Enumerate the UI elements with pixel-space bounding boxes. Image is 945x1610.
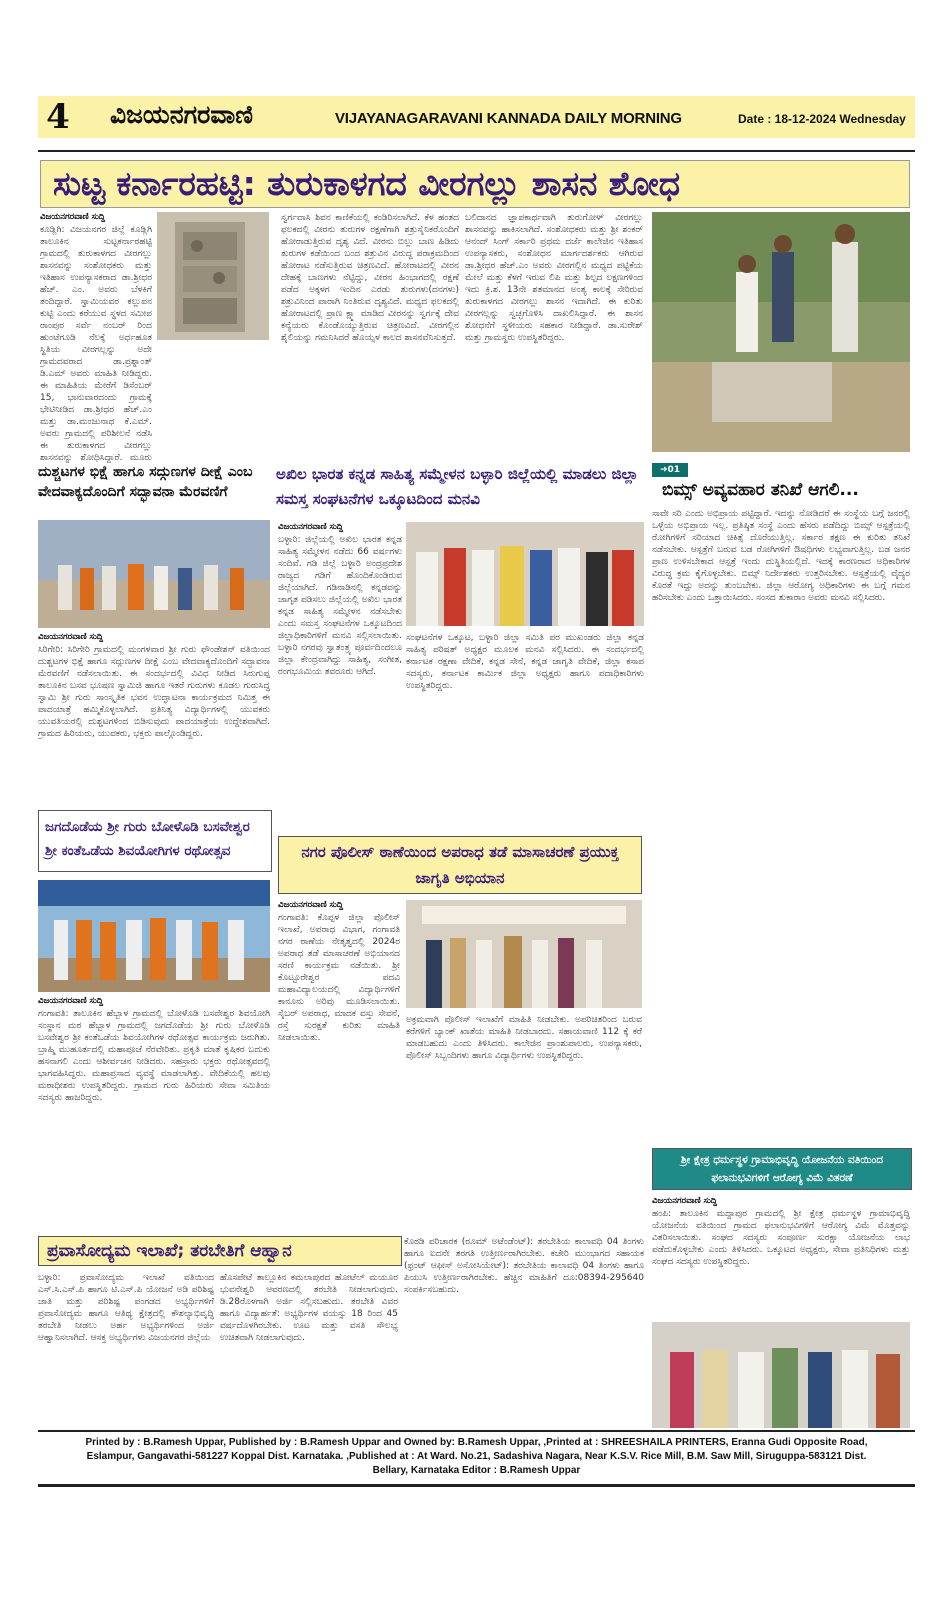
imprint-line1: Printed by : B.Ramesh Uppar, Published by : B.Ramesh Uppar and Owned by: B.Ramesh Uppar, ,Printed at : SHREESHAILA PRINTERS, Eranna Gudi Opposite Road, xyxy=(85,1437,868,1448)
insurance-distribution-photo xyxy=(652,1322,910,1428)
article2-byline: ವಿಜಯನಗರವಾಣಿ ಸುದ್ದಿ xyxy=(38,632,104,642)
article6-headline-box xyxy=(278,836,642,894)
article3-col2: ಸಂಘಟನೆಗಳ ಒಕ್ಕೂಟ, ಬಳ್ಳಾರಿ ಜಿಲ್ಲಾ ಸಮಿತಿ ಪರ ಮುಖಂಡರು ಜಿಲ್ಲಾ ಕನ್ನಡ ಸಾಹಿತ್ಯ ಪರಿಷತ್ ಅಧ್ಯಕ್ಷರ ಮೂಲಕ ಮನವಿ ಸಲ್ಲಿಸಿದರು. ಈ ಸಂದರ್ಭದಲ್ಲಿ ಕರ್ನಾಟಕ ರಕ್ಷಣಾ ವೇದಿಕೆ, ಕನ್ನಡ ಸೇನೆ, ಕನ್ನಡ ಜಾಗೃತಿ ವೇದಿಕೆ, ಜಿಲ್ಲಾ ಕಸಾಪ ಸದಸ್ಯರು, ಕರ್ನಾಟಕ ಕಾರ್ಮಿಕ ಜಿಲ್ಲಾ ಅಧ್ಯಕ್ಷರು ಹಾಗೂ ಪದಾಧಿಕಾರಿಗಳು ಉಪಸ್ಥಿತರಿದ್ದರು. xyxy=(406,633,644,691)
page-number: 4 xyxy=(46,97,70,137)
inscription-stone-photo xyxy=(157,212,269,340)
article8-col1: ಬಳ್ಳಾರಿ: ಪ್ರವಾಸೋದ್ಯಮ ಇಲಾಖೆ ವತಿಯಿಂದ ಎಸ್.ಸಿ.ಎಸ್.ಪಿ ಹಾಗೂ ಟಿ.ಎಸ್.ಪಿ ಯೋಜನೆ ಅಡಿ ಪರಿಶಿಷ್ಟ ಜಾತಿ ಮತ್ತು ಪರಿಶಿಷ್ಟ ಪಂಗಡದ ಅಭ್ಯರ್ಥಿಗಳಿಗೆ ಪ್ರವಾಸೋದ್ಯಮ ಹಾಗೂ ಆತಿಥ್ಯ ಕ್ಷೇತ್ರದಲ್ಲಿ ಕೌಶಲ್ಯಾಭಿವೃದ್ಧಿ ತರಬೇತಿ ನೀಡಲು ಅರ್ಹ ಅಭ್ಯರ್ಥಿಗಳಿಂದ ಅರ್ಜಿ ಆಹ್ವಾನಿಸಲಾಗಿದೆ. ಆಸಕ್ತ ಅಭ್ಯರ್ಥಿಗಳು ವಿಜಯನಗರ ಜಿಲ್ಲೆಯ xyxy=(38,1273,214,1343)
article8-col3: ಕೊಠಡಿ ಪರಿಚಾರಕ (ರೂಮ್ ಅಟೆಂಡೆಂಟ್): ತರಬೇತಿಯ ಕಾಲಾವಧಿ 04 ತಿಂಗಳು ಹಾಗೂ ಐದನೇ ತರಗತಿ ಉತ್ತೀರ್ಣರಾಗಿರಬೇಕು. ಕಚೇರಿ ಮುಂಭಾಗದ ಸಹಾಯಕ (ಫ್ರಂಟ್ ಆಫೀಸ್ ಅಸೋಸಿಯೇಟ್): ತರಬೇತಿಯ ಕಾಲಾವಧಿ 04 ತಿಂಗಳು ಹಾಗೂ ಪಿಯುಸಿ ಉತ್ತೀರ್ಣರಾಗಿರಬೇಕು. ಹೆಚ್ಚಿನ ಮಾಹಿತಿಗೆ ದೂ:08394-295640 ಸಂಪರ್ಕಿಸಬಹುದು. xyxy=(404,1237,644,1295)
article2-body: ಸಿರಿಗೇರಿ: ಸಿರಿಗೇರಿ ಗ್ರಾಮದಲ್ಲಿ ಮಂಗಳವಾರ ಶ್ರೀ ಗುರು ಫೌಂಡೇಶನ್ ವತಿಯಿಂದ ದುಶ್ಚಟಗಳ ಭಿಕ್ಷೆ ಹಾಗೂ ಸದ್ಗುಣಗಳ ದೀಕ್ಷೆ ಎಂಬ ವೇದವಾಕ್ಯದೊಂದಿಗೆ ಸದ್ಭಾವನಾ ಮೆರವಣಿಗೆ ನಡೆಸಲಾಯಿತು. ಈ ಸಂದರ್ಭದಲ್ಲಿ ವಿವಿಧ ನೀಡಿದ ಸಿರುಗುಪ್ಪ ತಾಲೂಕಿನ ಬಸವ ಭೂಷಣ ಸ್ವಾಮಿಜಿ ಹಾಗೂ ಇತರೆ ಗುರುಗಳು ಕೂಡಲ ಗುರುಸಿದ್ಧ ಸ್ವಾಮಿ ಶ್ರೀ ಗುರು ಸಾಂಸ್ಕೃತಿಕ ಭವನ ಉದ್ಘಾಟನಾ ಕಾರ್ಯಕ್ರಮದ ನಿಮಿತ್ತ ಈ ಪಾದಯಾತ್ರೆ ಹಮ್ಮಿಕೊಳ್ಳಲಾಗಿದೆ. ಪ್ರತಿನಿತ್ಯ ವಿದ್ಯಾರ್ಥಿಗಳಲ್ಲಿ ಯುವಕರು ಯುವತಿಯರಲ್ಲಿ ದುಶ್ಚಟಗಳಿಂದ ಬಿಡಿಸುವುದು ಪಾದಯಾತ್ರೆಯ ಉದ್ದೇಶವಾಗಿದೆ. ಗ್ರಾಮದ ಹಿರಿಯರು, ಯುವಕರು, ಭಕ್ತರು ಪಾಲ್ಗೊಂಡಿದ್ದರು. xyxy=(38,645,270,739)
article5-headline: ಜಗದೊಡೆಯ ಶ್ರೀ ಗುರು ಬೋಳೊಡಿ ಬಸವೇಶ್ವರ ಶ್ರೀ ಕಂತೆಒಡೆಯ ಶಿವಯೋಗಿಗಳ ರಥೋತ್ಸವ xyxy=(45,819,250,859)
imprint-line3: Bellary, Karnataka Editor : B.Ramesh Uppar xyxy=(372,1465,581,1476)
article3-headline: ಅಖಿಲ ಭಾರತ ಕನ್ನಡ ಸಾಹಿತ್ಯ ಸಮ್ಮೇಳನ ಬಳ್ಳಾರಿ ಜಿಲ್ಲೆಯಲ್ಲಿ ಮಾಡಲು ಜಿಲ್ಲಾ ಸಮಸ್ತ ಸಂಘಟನೆಗಳ ಒಕ್ಕೂಟದಿಂದ ಮನವಿ xyxy=(276,465,639,508)
article7-byline: ವಿಜಯನಗರವಾಣಿ ಸುದ್ದಿ xyxy=(652,1196,718,1206)
article2-headline: ದುಶ್ಚಟಗಳ ಭಿಕ್ಷೆ ಹಾಗೂ ಸದ್ಗುಣಗಳ ದೀಕ್ಷೆ ಎಂಬ ವೇದವಾಕ್ಯದೊಂದಿಗೆ ಸದ್ಭಾವನಾ ಮೆರವಣಿಗೆ xyxy=(38,464,253,500)
header-rule xyxy=(38,150,915,152)
article5-headline-box xyxy=(38,810,272,872)
article1-col1: ಕೂಡ್ಲಿಗಿ: ವಿಜಯನಗರ ಜಿಲ್ಲೆ ಕೂಡ್ಲಿಗಿ ತಾಲೂಕಿನ ಸುಟ್ಟಕರ್ನಾರಹಟ್ಟಿ ಗ್ರಾಮದಲ್ಲಿ ತುರುಕಾಳಗದ ವೀರಗಲ್ಲು ಶಾಸನವನ್ನು ಸಂಶೋಧಕರು ಮತ್ತು ಇತಿಹಾಸ ಉಪನ್ಯಾಸಕರಾದ ಡಾ.ಶ್ರೀಧರ ಹೆಚ್. ಎಂ. ಅವರು ಬೆಳಕಿಗೆ ತಂದಿದ್ದಾರೆ. ಸ್ವಾಮಿಯವರ ಕಲ್ಲುಪನ ಕುಟ್ಟಿ ಎಂದು ಕರೆಯುವ ಸ್ಥಳದ ಸಮೀಪ ರಾಂಪುರ ಸರ್ವೆ ನಂಬರ್ ರಿಂದ ಹುಂಟೆಗೂಡಿ ನೆಲಕ್ಕೆ ಅರ್ಧಹೂತ ಸ್ಥಿತಿಯ ವೀರಗಲ್ಲನ್ನು ಅದೇ ಗ್ರಾಮದವರಾದ ಡಾ.ಪ್ರಶ್ನಾಂತ್ ಡಿ.ಎಮ್ ಅವರು ಮಾಹಿತಿ ನೀಡಿದ್ದರು. ಈ ಮಾಹಿತಿಯ ಮೇರೆಗೆ ಡಿಸೆಂಬರ್ 15, ಭಾನುವಾರದಂದು ಗ್ರಾಮಕ್ಕೆ ಭೇಟಿನೀಡಿದ ಡಾ.ಶ್ರೀಧರ ಹೆಚ್.ಎಂ ಮತ್ತು ಡಾ.ಮಂಜುನಾಥ ಕೆ.ಎಮ್. ಅವರು ಗ್ರಾಮದಲ್ಲಿ ಪರಿಶೀಲನೆ ನಡೆಸಿ ಈ ತುರುಕಾಳಗದ ವೀರಗಲ್ಲು ಶಾಸನವನ್ನು ಶೋಧಿಸಿದ್ದಾರೆ. ಮೂರು xyxy=(40,225,152,463)
imprint-line2: Eslampur, Gangavathi-581227 Koppal Dist. Karnataka. ,Published at : At Ward. No.21, Sadashiva Nagara, Near K.S.V. Rice Mill, B.M. Saw Mill, Siruguppa-583121 Dist. xyxy=(86,1451,867,1462)
article6-byline: ವಿಜಯನಗರವಾಣಿ ಸುದ್ದಿ xyxy=(278,900,344,910)
article3-col1: ಬಳ್ಳಾರಿ: ಜಿಲ್ಲೆಯಲ್ಲಿ ಅಖಿಲ ಭಾರತ ಕನ್ನಡ ಸಾಹಿತ್ಯ ಸಮ್ಮೇಳನ ನಡೆದು 66 ವರ್ಷಗಳು ಸಂದಿವೆ. ಗಡಿ ಜಿಲ್ಲೆ ಬಳ್ಳಾರಿ ಅಂದ್ರಪ್ರದೇಶ ರಾಜ್ಯದ ಗಡಿಗೆ ಹೊಂದಿಕೊಂಡಿರುವ ಜಿಲ್ಲೆಯಾಗಿದೆ. ಗಡಿನಾಡಿನಲ್ಲಿ ಕನ್ನಡವನ್ನು ಜಾಗೃತ ಪಡಿಸಲು ಜಿಲ್ಲೆಯಲ್ಲಿ ಅಖಿಲ ಭಾರತ ಕನ್ನಡ ಸಾಹಿತ್ಯ ಸಮ್ಮೇಳನ ನಡೆಸಬೇಕು ಎಂದು ಸಮಸ್ತ ಸಂಘಟನೆಗಳ ಒಕ್ಕೂಟದಿಂದ ಜಿಲ್ಲಾಧಿಕಾರಿಗಳಿಗೆ ಮನವಿ ಸಲ್ಲಿಸಲಾಯಿತು. ಬಳ್ಳಾರಿ ನಗರವು ಸ್ವಾತಂತ್ರ್ಯ ಪೂರ್ವದಿಂದಲೂ ಜಿಲ್ಲಾ ಕೇಂದ್ರವಾಗಿದ್ದು ಸಾಹಿತ್ಯ, ಸಂಗೀತ, ರಂಗಭೂಮಿಯ ತವರೂರು ಆಗಿದೆ. xyxy=(278,535,402,677)
masthead-english: VIJAYANAGARAVANI KANNADA DAILY MORNING xyxy=(335,110,682,127)
footer-rule-bottom xyxy=(38,1484,915,1487)
article8-headline-box xyxy=(38,1236,402,1266)
article7-headline: ಶ್ರೀ ಕ್ಷೇತ್ರ ಧರ್ಮಸ್ಥಳ ಗ್ರಾಮಾಭಿವೃದ್ಧಿ ಯೋಜನೆಯ ವತಿಯಿಂದ ಫಲಾನುಭವಿಗಳಿಗೆ ಆರೋಗ್ಯ ವಿಮೆ ವಿತರಣೆ xyxy=(680,1154,884,1184)
lead-headline: ಸುಟ್ಟ ಕರ್ನಾರಹಟ್ಟಿ: ತುರುಕಾಳಗದ ವೀರಗಲ್ಲು ಶಾಸನ ಶೋಧ xyxy=(40,160,910,208)
article8-col2: ಹೊಸಪೇಟೆ ತಾಲ್ಲೂಕಿನ ಕಮಲಾಪುರದ ಹೋಟೆಲ್ ಮಯೂರ ಭುವನೇಶ್ವರಿ ಆವರಣದಲ್ಲಿ ತರಬೇತಿ ನೀಡಲಾಗುವುದು. ಡಿ.28ರೊಳಗಾಗಿ ಅರ್ಜಿ ಸಲ್ಲಿಸಬಹುದು. ತರಬೇತಿ ವಿವರ ಹಾಗೂ ವಿದ್ಯಾರ್ಹತೆ: ಅಭ್ಯರ್ಥಿಗಳ ವಯಸ್ಸು 18 ರಿಂದ 45 ವರ್ಷದೊಳಗಿರಬೇಕು. ಊಟ ಮತ್ತು ವಸತಿ ಸೌಲಭ್ಯ ಉಚಿತವಾಗಿ ನೀಡಲಾಗುವುದು. xyxy=(220,1273,398,1343)
footer-rule-top xyxy=(38,1430,915,1432)
article4-kicker: ➜01 xyxy=(652,463,688,477)
article4-headline: ಬಿಮ್ಸ್ ಅವ್ಯವಹಾರ ತನಿಖೆ ಆಗಲಿ... xyxy=(662,480,859,500)
issue-date: Date : 18-12-2024 Wednesday xyxy=(738,112,906,126)
article1-col2: ಸ್ವರ್ಗವಾಸಿ ಶಿವನ ಕಾಣಿಕೆಯಲ್ಲಿ ಕಂಡಿರಿಸಲಾಗಿದೆ. ಕೆಳ ಹಂತದ ಫಲಕದಲ್ಲಿ ವೀರನು ತುರುಗಳ ರಕ್ಷಣೆಗಾಗಿ ಶತ್ರುಸೈನಿಕರೊಂದಿಗೆ ಹೋರಾಡುತ್ತಿರುವ ದೃಶ್ಯ ವಿದೆ. ವೀರನು ಬಿಲ್ಲು ಬಾಣ ಹಿಡಿದು ತುರುಗಳ ಕಡೆಯಿಂದ ಬಂದ ಶತ್ರುವಿನ ವಿರುದ್ಧ ಪರಾಕ್ರಮದಿಂದ ಹೋರಾಟ ನಡೆಸುತ್ತಿರುವ ಚಿತ್ರಣವಿದೆ. ಹೋರಾಟದಲ್ಲಿ ವೀರನ ದೇಹಕ್ಕೆ ಬಾಣಗಳು ನೆಟ್ಟಿದ್ದು, ವೀರನ ಹಿಂಭಾಗದಲ್ಲಿ ರಕ್ಷಣೆ ಪಡೆದ ಅಕ್ಕಳಗ ಇಂದಿನ ಎರಡು ತುರುಗಳು(ದನಗಳು) ಶತ್ರುವಿನಿಂದ ಪಾರಾಗಿ ನಿಂತಿರುವ ದೃಶ್ಯವಿದೆ. ಮಧ್ಯದ ಫಲಕದಲ್ಲಿ ಹೋರಾಟದಲ್ಲಿ ಪ್ರಾಣ ಕ್ಷ್ಮಾ ಮಾಡಿದ ವೀರನನ್ನು ಸ್ವರ್ಗಕ್ಕೆ ದೇವ ಕನ್ಯೆಯರು ಕೊಂಡೊಯ್ಯುತ್ತಿರುವ ಚಿತ್ರಣವಿದೆ. ವೀರಗಲ್ಲಿನ ಶೈಲಿಯನ್ನು ಗಮನಿಸಿದರೆ ಹೊಯ್ಸಳ ಕಾಲದ ಶಾಸನವೆನಿಸುತ್ತದೆ. xyxy=(281,213,459,343)
article6-col1: ಗಂಗಾವತಿ: ಕೊಪ್ಪಳ ಜಿಲ್ಲಾ ಪೊಲೀಸ್ ಇಲಾಖೆ, ಅಪರಾಧ ವಿಭಾಗ, ಗಂಗಾವತಿ ನಗರ ಠಾಣೆಯ ನೇತೃತ್ವದಲ್ಲಿ 2024ರ ಅಪರಾಧ ತಡೆ ಮಾಸಾಚರಣೆ ಅಭಿಯಾನದ ಸರಣಿ ಕಾರ್ಯಕ್ರಮ ನಡೆಯಿತು. ಶ್ರೀ ಕೊಟ್ಟೂರೇಶ್ವರ ಪದವಿ ಮಹಾವಿದ್ಯಾಲಯದಲ್ಲಿ ವಿದ್ಯಾರ್ಥಿಗಳಿಗೆ ಕಾನೂನು ಅರಿವು ಮೂಡಿಸಲಾಯಿತು. ಸೈಬರ್ ಅಪರಾಧ, ಮಾದಕ ವಸ್ತು ಸೇವನೆ, ರಸ್ತೆ ಸುರಕ್ಷತೆ ಕುರಿತು ಮಾಹಿತಿ ನೀಡಲಾಯಿತು. xyxy=(278,913,400,1043)
police-awareness-photo xyxy=(406,900,642,1008)
rathotsava-photo xyxy=(38,880,270,992)
article6-headline: ನಗರ ಪೊಲೀಸ್ ಠಾಣೆಯಿಂದ ಅಪರಾಧ ತಡೆ ಮಾಸಾಚರಣೆ ಪ್ರಯುಕ್ತ ಜಾಗೃತಿ ಅಭಿಯಾನ xyxy=(301,843,619,887)
field-survey-photo xyxy=(652,212,910,452)
article4-body: ಸಾವೇ ಸರಿ ಎಂದು ಅಭಿಪ್ರಾಯ ಪಟ್ಟಿದ್ದಾರೆ. ಇದನ್ನು ನೋಡಿದರೆ ಈ ಸಂಸ್ಥೆಯ ಬಗ್ಗೆ ಜನರಲ್ಲಿ ಒಳ್ಳೆಯ ಅಭಿಪ್ರಾಯ ಇಲ್ಲ. ಪ್ರತಿಷ್ಠಿತ ಸಂಸ್ಥೆ ಎಂದು ಹೆಸರು ಪಡೆದಿದ್ದು ಬಿಮ್ಸ್ ಆಸ್ಪತ್ರೆಯಲ್ಲಿ ರೋಗಿಗಳಿಗೆ ಸರಿಯಾದ ಚಿಕಿತ್ಸೆ ದೊರೆಯುತ್ತಿಲ್ಲ. ಸರ್ಕಾರ ತಕ್ಷಣ ಈ ಕುರಿತು ತನಿಖೆ ನಡೆಸಬೇಕು. ಆಸ್ಪತ್ರೆಗೆ ಬರುವ ಬಡ ರೋಗಿಗಳಿಗೆ ಔಷಧಿಗಳು ಲಭ್ಯವಾಗುತ್ತಿಲ್ಲ. ಬಡ ಜನರ ಪ್ರಾಣ ಉಳಿಸಬೇಕಾದ ಆಸ್ಪತ್ರೆ ಇಂದು ದುಸ್ಥಿತಿಯಲ್ಲಿದೆ. ಇದಕ್ಕೆ ಕಾರಣರಾದ ಅಧಿಕಾರಿಗಳ ವಿರುದ್ಧ ಕ್ರಮ ಕೈಗೊಳ್ಳಬೇಕು. ಬಿಮ್ಸ್ ನಿರ್ದೇಶಕರು ಉತ್ತರಿಸಬೇಕು. ಆಸ್ಪತ್ರೆಯಲ್ಲಿ ವೈದ್ಯರ ಕೊರತೆ ಇದ್ದು ಅದನ್ನು ತುಂಬಬೇಕು. ಜಿಲ್ಲಾ ಆರೋಗ್ಯ ಅಧಿಕಾರಿಗಳು ಈ ಬಗ್ಗೆ ಗಮನ ಹರಿಸಬೇಕು ಎಂದು ಒತ್ತಾಯಿಸಿದರು. ಸಂಸದ ತುಕಾರಾಂ ಅವರು ಮನವಿ ಸಲ್ಲಿಸಿದರು. xyxy=(652,509,910,603)
article1-col3: ಬಲಿದಾನದ ಜ್ಞಾಪಕಾರ್ಥವಾಗಿ ತುರುಗೋಳ್ ವೀರಗಲ್ಲು ಶಾಸನವನ್ನು ಹಾಕಿಸಲಾಗಿದೆ. ಸಂಶೋಧಕರು ಮತ್ತು ಶ್ರೀ ಶಂಕರ್ ಆನಂದ್ ಸಿಂಗ್ ಸರ್ಕಾರಿ ಪ್ರಥಮ ದರ್ಜೆ ಕಾಲೇಜಿನ ಇತಿಹಾಸ ಉಪನ್ಯಾಸಕರು, ಸಂಶೋಧನ ಮಾರ್ಗದರ್ಶಕರು ಆಗಿರುವ ಡಾ.ಶ್ರೀಧರ ಹೆಚ್.ಎಂ ಅವರು ವೀರಗಲ್ಲಿನ ಮಧ್ಯದ ಪಟ್ಟಿಕೆಯ ಮೇಲೆ ಮತ್ತು ಕೆಳಗೆ ಇರುವ ಲಿಪಿ ಮತ್ತು ಶಿಲ್ಪದ ಲಕ್ಷಣಗಳಿಂದ ಇದು ಕ್ರಿ.ಶ. 13ನೇ ಶತಮಾನದ ಅಂತ್ಯ ಕಾಲಕ್ಕೆ ಸೇರಿರುವ ತುರುಕಾಳಗದ ವೀರಗಲ್ಲು ಶಾಸನ ಇದಾಗಿದೆ. ಈ ಕುರಿತು ವೀರಗಲ್ಲನ್ನು ಸ್ವಚ್ಛಗೊಳಿಸಿ ದಾಖಲಿಸಿದ್ದಾರೆ. ಈ ಶಾಸನ ಶೋಧನೆಗೆ ಸ್ಥಳೀಯರು ಸಹಕಾರ ನೀಡಿದ್ದಾರೆ. ಡಾ.ಸುರೇಶ್ ಮತ್ತು ಗ್ರಾಮಸ್ಥರು ಉಪಸ್ಥಿತರಿದ್ದರು. xyxy=(465,213,643,343)
article3-byline: ವಿಜಯನಗರವಾಣಿ ಸುದ್ದಿ xyxy=(278,522,344,532)
article6-col2: ಅಕ್ರಮವಾಗಿ ಪೊಲೀಸ್ ಇಲಾಖೆಗೆ ಮಾಹಿತಿ ನೀಡಬೇಕು. ಅಪರಿಚಿತರಿಂದ ಬರುವ ಕರೆಗಳಿಗೆ ಬ್ಯಾಂಕ್ ಖಾತೆಯ ಮಾಹಿತಿ ನೀಡಬಾರದು. ಸಹಾಯವಾಣಿ 112 ಕ್ಕೆ ಕರೆ ಮಾಡಬಹುದು ಎಂದು ತಿಳಿಸಿದರು. ಕಾಲೇಜಿನ ಪ್ರಾಂಶುಪಾಲರು, ಉಪನ್ಯಾಸಕರು, ಪೊಲೀಸ್ ಸಿಬ್ಬಂದಿಗಳು ಹಾಗೂ ವಿದ್ಯಾರ್ಥಿಗಳು ಉಪಸ್ಥಿತರಿದ್ದರು. xyxy=(406,1015,642,1061)
memorandum-photo xyxy=(406,522,644,626)
article7-headline-box xyxy=(652,1148,912,1190)
masthead-kannada: ವಿಜಯನಗರವಾಣಿ xyxy=(110,100,253,129)
article5-byline: ವಿಜಯನಗರವಾಣಿ ಸುದ್ದಿ xyxy=(38,996,104,1006)
article8-headline: ಪ್ರವಾಸೋದ್ಯಮ ಇಲಾಖೆ; ತರಬೇತಿಗೆ ಆಹ್ವಾನ xyxy=(47,1241,292,1261)
article5-body: ಗಂಗಾವತಿ: ತಾಲೂಕಿನ ಹೆಬ್ಬಾಳ ಗ್ರಾಮದಲ್ಲಿ ಬೋಳೊಡಿ ಬಸವೇಶ್ವರ ಶಿವಯೋಗಿ ಸಂಸ್ಥಾನ ಮಠ ಹೆಬ್ಬಾಳ ಗ್ರಾಮದಲ್ಲಿ ಜಗದೊಡೆಯ ಶ್ರೀ ಗುರು ಬೋಳೊಡಿ ಬಸವೇಶ್ವರ ಶ್ರೀ ಕಂತೆಒಡೆಯ ಶಿವಯೋಗಿಗಳ ರಥೋತ್ಸವ ಕಾರ್ಯಕ್ರಮ ಜರುಗಿತು. ಬ್ರಾಹ್ಮಿ ಮುಹೂರ್ತದಲ್ಲಿ ಮಹಾಪೂಜೆ ನೆರವೇರಿತು. ಪ್ರಕೃತಿ ಮಾತೆ ಕೃಷಿಕರ ಬದುಕು ಹಸನಾಗಲಿ ಎಂದು ಆಶೀರ್ವಚನ ನೀಡಿದರು. ಸಹಸ್ರಾರು ಭಕ್ತರು ರಥೋತ್ಸವದಲ್ಲಿ ಭಾಗವಹಿಸಿದ್ದರು. ಮಹಾಪ್ರಸಾದ ವ್ಯವಸ್ಥೆ ಮಾಡಲಾಗಿತ್ತು. ವೇದಿಕೆಯಲ್ಲಿ ಹಲವು ಮಠಾಧೀಶರು ಉಪಸ್ಥಿತರಿದ್ದರು. ಗ್ರಾಮದ ಗುರು ಹಿರಿಯರು ಸೇವಾ ಸಮಿತಿಯ ಸದಸ್ಯರು ಹಾಜರಿದ್ದರು. xyxy=(38,1009,270,1103)
procession-photo xyxy=(38,520,270,628)
article7-body: ಹಂಪಿ: ತಾಲೂಕಿನ ಮದ್ದಾಪುರ ಗ್ರಾಮದಲ್ಲಿ ಶ್ರೀ ಕ್ಷೇತ್ರ ಧರ್ಮಸ್ಥಳ ಗ್ರಾಮಾಭಿವೃದ್ಧಿ ಯೋಜನೆಯ ವತಿಯಿಂದ ಗ್ರಾಮದ ಫಲಾನುಭವಿಗಳಿಗೆ ಆರೋಗ್ಯ ವಿಮೆ ಮೊತ್ತವನ್ನು ವಿತರಿಸಲಾಯಿತು. ಸಂಘದ ಸದಸ್ಯರು ಸಂಪೂರ್ಣ ಸುರಕ್ಷಾ ಯೋಜನೆಯ ಲಾಭ ಪಡೆದುಕೊಳ್ಳಬೇಕು ಎಂದು ತಿಳಿಸಿದರು. ಒಕ್ಕೂಟದ ಅಧ್ಯಕ್ಷರು, ಸೇವಾ ಪ್ರತಿನಿಧಿಗಳು ಮತ್ತು ಸಂಘದ ಸದಸ್ಯರು ಉಪಸ್ಥಿತರಿದ್ದರು. xyxy=(652,1209,910,1267)
article1-byline: ವಿಜಯನಗರವಾಣಿ ಸುದ್ದಿ xyxy=(40,212,106,222)
